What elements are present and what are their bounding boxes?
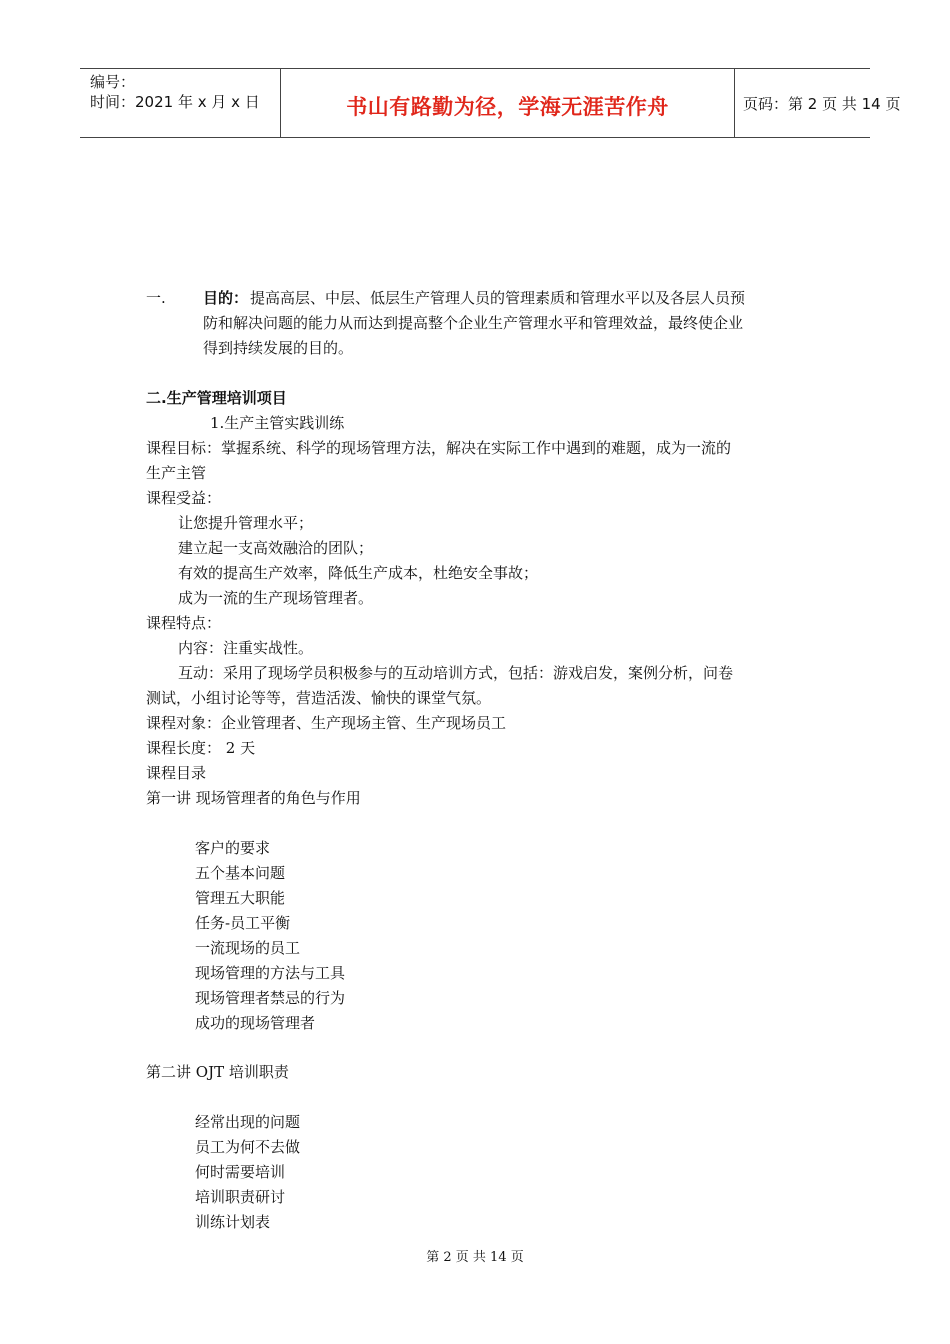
header-page-code: 页码：第 2 页 共 14 页 (743, 95, 901, 113)
lecture2-item: 何时需要培训 (195, 1163, 286, 1181)
lecture1-title: 第一讲 现场管理者的角色与作用 (146, 789, 361, 807)
lecture1-item: 现场管理者禁忌的行为 (195, 989, 346, 1007)
benefit-item: 成为一流的生产现场管理者。 (178, 589, 374, 607)
section1-label: 目的： (203, 289, 249, 307)
feature-title: 课程特点： (146, 614, 222, 632)
course-item-title: 1.生产主管实践训练 (210, 414, 345, 432)
lecture1-item: 一流现场的员工 (195, 939, 301, 957)
lecture1-item: 五个基本问题 (195, 864, 286, 882)
lecture1-item: 成功的现场管理者 (195, 1014, 316, 1032)
header-motto: 书山有路勤为径，学海无涯苦作舟 (346, 95, 669, 119)
course-audience: 课程对象：企业管理者、生产现场主管、生产现场员工 (146, 714, 507, 732)
lecture1-item: 任务-员工平衡 (195, 914, 291, 932)
feature-interaction-line2: 测试，小组讨论等等，营造活泼、愉快的课堂气氛。 (146, 689, 492, 707)
lecture1-item: 管理五大职能 (195, 889, 286, 907)
lecture1-item: 客户的要求 (195, 839, 271, 857)
section2-title: 二.生产管理培训项目 (146, 389, 287, 407)
lecture2-item: 训练计划表 (195, 1213, 271, 1231)
benefit-item: 有效的提高生产效率，降低生产成本，杜绝安全事故； (178, 564, 539, 582)
header-motto-cell (281, 69, 735, 137)
course-goal-line1: 课程目标：掌握系统、科学的现场管理方法，解决在实际工作中遇到的难题，成为一流的 (146, 439, 732, 457)
lecture2-item: 经常出现的问题 (195, 1113, 301, 1131)
header-page-cell (735, 69, 901, 137)
section1-number: 一. (146, 289, 166, 307)
lecture2-item: 培训职责研讨 (195, 1188, 286, 1206)
benefit-item: 建立起一支高效融洽的团队； (178, 539, 374, 557)
section1-text-line3: 得到持续发展的目的。 (203, 339, 354, 357)
header-meta-cell (80, 69, 281, 137)
document-number-label: 编号： (90, 73, 136, 91)
lecture1-item: 现场管理的方法与工具 (195, 964, 346, 982)
benefit-title: 课程受益： (146, 489, 222, 507)
lecture2-title: 第二讲 OJT 培训职责 (146, 1063, 289, 1081)
course-length: 课程长度： 2 天 (146, 739, 256, 757)
feature-content: 内容：注重实战性。 (178, 639, 314, 657)
feature-interaction-line1: 互动：采用了现场学员积极参与的互动培训方式，包括：游戏启发，案例分析，问卷 (178, 664, 734, 682)
section1-text-line1: 提高高层、中层、低层生产管理人员的管理素质和管理水平以及各层人员预 (250, 289, 746, 307)
page-header (80, 68, 901, 138)
lecture2-item: 员工为何不去做 (195, 1138, 301, 1156)
page-footer: 第 2 页 共 14 页 (426, 1250, 524, 1265)
benefit-item: 让您提升管理水平； (178, 514, 314, 532)
toc-title: 课程目录 (146, 764, 207, 782)
course-goal-line2: 生产主管 (146, 464, 207, 482)
section1-text-line2: 防和解决问题的能力从而达到提高整个企业生产管理水平和管理效益，最终使企业 (203, 314, 744, 332)
document-date: 时间：2021 年 x 月 x 日 (90, 93, 260, 111)
